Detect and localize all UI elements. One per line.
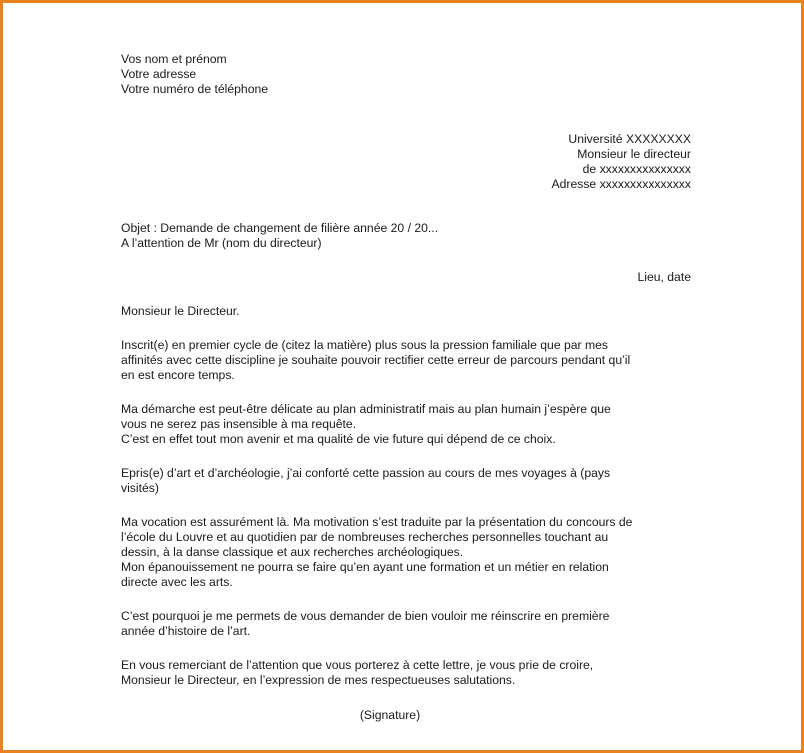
recipient-address: Adresse xxxxxxxxxxxxxxx	[551, 177, 691, 191]
paragraph-6	[121, 658, 691, 688]
place-date-text: Lieu, date	[637, 270, 691, 284]
paragraph-line: vous ne serez pas insensible à ma requête.	[121, 417, 357, 431]
subject-block	[121, 221, 691, 251]
attention-line: A l’attention de Mr (nom du directeur)	[121, 236, 322, 250]
paragraph-5	[121, 609, 691, 639]
paragraph-line: Ma vocation est assurément là. Ma motivation s’est traduite par la présentation du concours de	[121, 515, 633, 529]
paragraph-line: affinités avec cette discipline je souhaite pouvoir rectifier cette erreur de parcours pendant qu’il	[121, 353, 631, 367]
paragraph-1	[121, 338, 691, 383]
paragraph-line: Monsieur le Directeur, en l’expression de mes respectueuses salutations.	[121, 673, 516, 687]
paragraph-4	[121, 515, 691, 590]
paragraph-line: visités)	[121, 481, 159, 495]
sender-address: Votre adresse	[121, 67, 197, 81]
paragraph-line: C’est en effet tout mon avenir et ma qualité de vie future qui dépend de ce choix.	[121, 432, 556, 446]
paragraph-line: Inscrit(e) en premier cycle de (citez la matière) plus sous la pression familiale que par mes	[121, 338, 609, 352]
paragraph-line: Mon épanouissement ne pourra se faire qu’en ayant une formation et un métier en relation	[121, 560, 609, 574]
signature-text: (Signature)	[359, 708, 421, 722]
sender-name: Vos nom et prénom	[121, 52, 227, 66]
paragraph-line: dessin, à la danse classique et aux recherches archéologiques.	[121, 545, 464, 559]
recipient-department: de xxxxxxxxxxxxxxx	[582, 162, 691, 176]
place-date	[121, 270, 691, 285]
recipient-title: Monsieur le directeur	[577, 147, 691, 161]
salutation-text: Monsieur le Directeur.	[121, 304, 240, 318]
paragraph-line: Ma démarche est peut-être délicate au plan administratif mais au plan humain j’espère que	[121, 402, 611, 416]
paragraph-line: en est encore temps.	[121, 368, 235, 382]
sender-block	[121, 52, 691, 97]
paragraph-line: directe avec les arts.	[121, 575, 233, 589]
letter-document	[121, 52, 691, 723]
sender-phone: Votre numéro de téléphone	[121, 82, 269, 96]
salutation	[121, 304, 691, 319]
paragraph-line: En vous remerciant de l’attention que vous porterez à cette lettre, je vous prie de croire,	[121, 658, 594, 672]
paragraph-line: l’école du Louvre et au quotidien par de nombreuses recherches personnelles touchant au	[121, 530, 609, 544]
paragraph-2	[121, 402, 691, 447]
recipient-university: Université XXXXXXXX	[568, 132, 691, 146]
paragraph-line: C’est pourquoi je me permets de vous demander de bien vouloir me réinscrire en première	[121, 609, 610, 623]
recipient-block	[121, 132, 691, 192]
subject-line: Objet : Demande de changement de filière année 20 / 20...	[121, 221, 439, 235]
paragraph-line: année d’histoire de l’art.	[121, 624, 251, 638]
paragraph-line: Epris(e) d’art et d’archéologie, j’ai conforté cette passion au cours de mes voyages à (pays	[121, 466, 611, 480]
paragraph-3	[121, 466, 691, 496]
signature-block	[121, 708, 691, 723]
